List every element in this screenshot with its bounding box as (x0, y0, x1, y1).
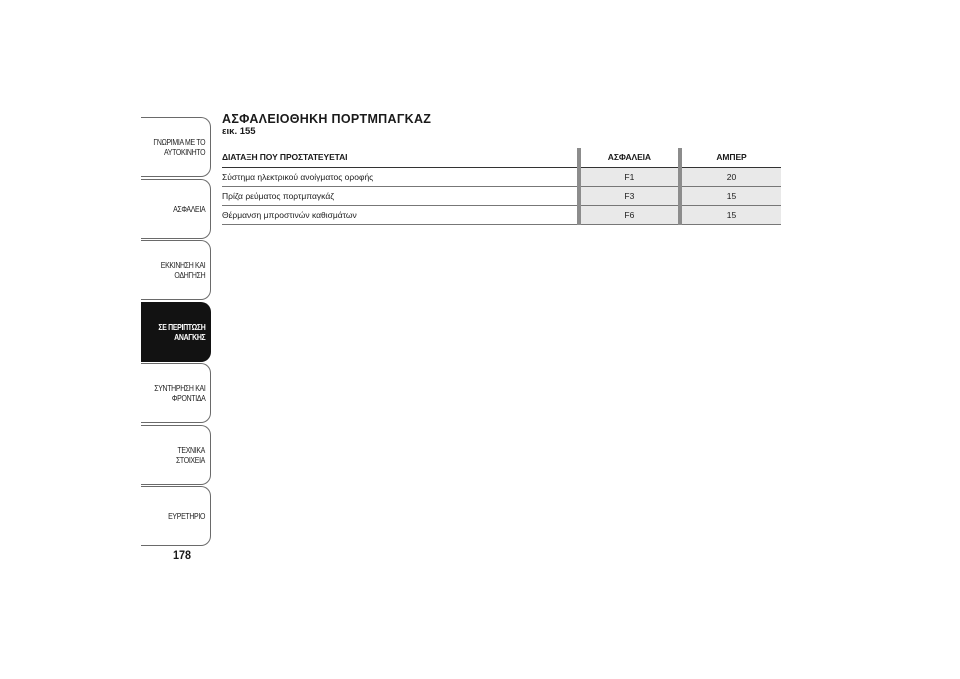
cell-amp: 15 (680, 206, 781, 225)
table-row (222, 168, 781, 187)
tab-technical-data[interactable] (141, 425, 211, 485)
tab-label: ΓΝΩΡΙΜΙΑ ΜΕ ΤΟ ΑΥΤΟΚΙΝΗΤΟ (153, 137, 205, 157)
cell-fuse: F1 (579, 168, 680, 187)
tab-starting-driving[interactable] (141, 240, 211, 300)
tab-label: ΤΕΧΝΙΚΑ ΣΤΟΙΧΕΙΑ (175, 444, 205, 465)
table-row (222, 206, 781, 225)
fuse-table (222, 148, 781, 225)
tab-label: ΣΥΝΤΗΡΗΣΗ ΚΑΙ ΦΡΟΝΤΙΔΑ (153, 383, 205, 403)
cell-device: Θέρμανση μπροστινών καθισμάτων (222, 206, 579, 225)
tab-label: ΣΕ ΠΕΡΙΠΤΩΣΗ ΑΝΑΓΚΗΣ (157, 321, 205, 342)
cell-fuse: F6 (579, 206, 680, 225)
cell-amp: 15 (680, 187, 781, 206)
cell-fuse: F3 (579, 187, 680, 206)
cell-device: Σύστημα ηλεκτρικού ανοίγματος οροφής (222, 168, 579, 187)
header-device: ΔΙΑΤΑΞΗ ΠΟΥ ΠΡΟΣΤΑΤΕΥΕΤΑΙ (222, 148, 579, 168)
section-title: ΑΣΦΑΛΕΙΟΘΗΚΗ ΠΟΡΤΜΠΑΓΚΑΖ (222, 112, 432, 126)
cell-device: Πρίζα ρεύματος πορτμπαγκάζ (222, 187, 579, 206)
figure-reference: εικ. 155 (222, 126, 256, 137)
header-fuse: ΑΣΦΑΛΕΙΑ (579, 148, 680, 168)
header-amp: ΑΜΠΕΡ (680, 148, 781, 168)
tab-label: ΑΣΦΑΛΕΙΑ (172, 203, 205, 214)
tab-label: ΕΥΡΕΤΗΡΙΟ (168, 511, 205, 521)
cell-amp: 20 (680, 168, 781, 187)
chapter-tabs (141, 117, 211, 548)
tab-label: ΕΚΚΙΝΗΣΗ ΚΑΙ ΟΔΗΓΗΣΗ (160, 260, 205, 280)
page-number: 178 (173, 548, 192, 562)
table-header-row (222, 148, 781, 168)
tab-safety[interactable] (141, 179, 211, 239)
tab-index[interactable] (141, 486, 211, 546)
tab-getting-to-know-car[interactable] (141, 117, 211, 177)
table-row (222, 187, 781, 206)
tab-emergency[interactable] (141, 302, 211, 362)
tab-maintenance[interactable] (141, 363, 211, 423)
